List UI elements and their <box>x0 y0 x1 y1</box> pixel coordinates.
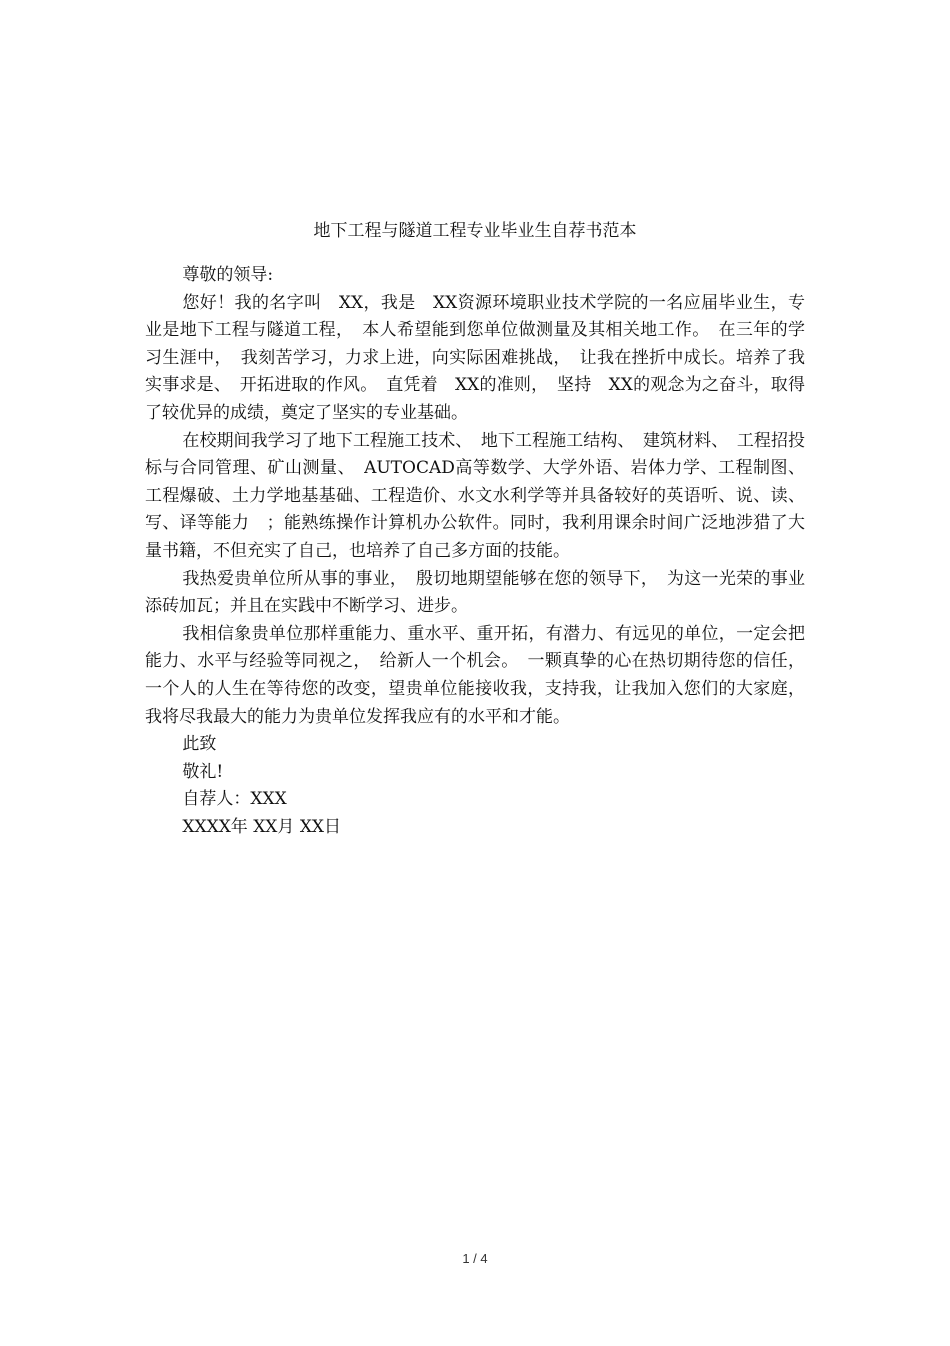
document-title: 地下工程与隧道工程专业毕业生自荐书范本 <box>313 221 637 241</box>
salutation: 尊敬的领导: <box>182 265 274 285</box>
paragraph-4: 我相信象贵单位那样重能力、重水平、重开拓，有潜力、有远见的单位，一定会把能力、水平与经验等同视之， 给新人一个机会。 一颗真挚的心在热切期待您的信任，一个人的人生在等待您的改变，望贵单位能接收我，支持我，让我加入您们的大家庭，我将尽我最大的能力为贵单位发挥我应有的水平和才能。 <box>145 623 805 727</box>
paragraph-2: 在校期间我学习了地下工程施工技术、 地下工程施工结构、 建筑材料、 工程招投标与合同管理、矿山测量、 AUTOCAD高等数学、大学外语、岩体力学、工程制图、工程爆破、土力学地基基础、工程造价、水文水利学等并具备较好的英语听、说、读、写、译等能力 ；能熟练操作计算机办公软件。同时，我利用课余时间广泛地涉猎了大量书籍，不但充实了自己，也培养了自己多方面的技能。 <box>145 430 805 561</box>
page-number: 1 / 4 <box>462 1251 488 1266</box>
paragraph-3: 我热爱贵单位所从事的事业， 殷切地期望能够在您的领导下， 为这一光荣的事业添砖加瓦；并且在实践中不断学习、进步。 <box>145 568 805 617</box>
letter-date: XXXX年 XX月 XX日 <box>182 816 342 837</box>
paragraph-1: 您好！我的名字叫 XX，我是 XX资源环境职业技术学院的一名应届毕业生，专业是地下工程与隧道工程， 本人希望能到您单位做测量及其相关地工作。 在三年的学习生涯中， 我刻苦学习，力求上进，向实际困难挑战， 让我在挫折中成长。培养了我实事求是、 开拓进取的作风。 直凭着 XX的准则， 坚持 XX的观念为之奋斗，取得了较优异的成绩，奠定了坚实的专业基础。 <box>145 292 805 423</box>
closing-greeting: 此致 <box>182 734 217 755</box>
letter-body <box>145 262 805 841</box>
closing-salute: 敬礼! <box>182 761 224 782</box>
signature: 自荐人：XXX <box>182 789 287 810</box>
